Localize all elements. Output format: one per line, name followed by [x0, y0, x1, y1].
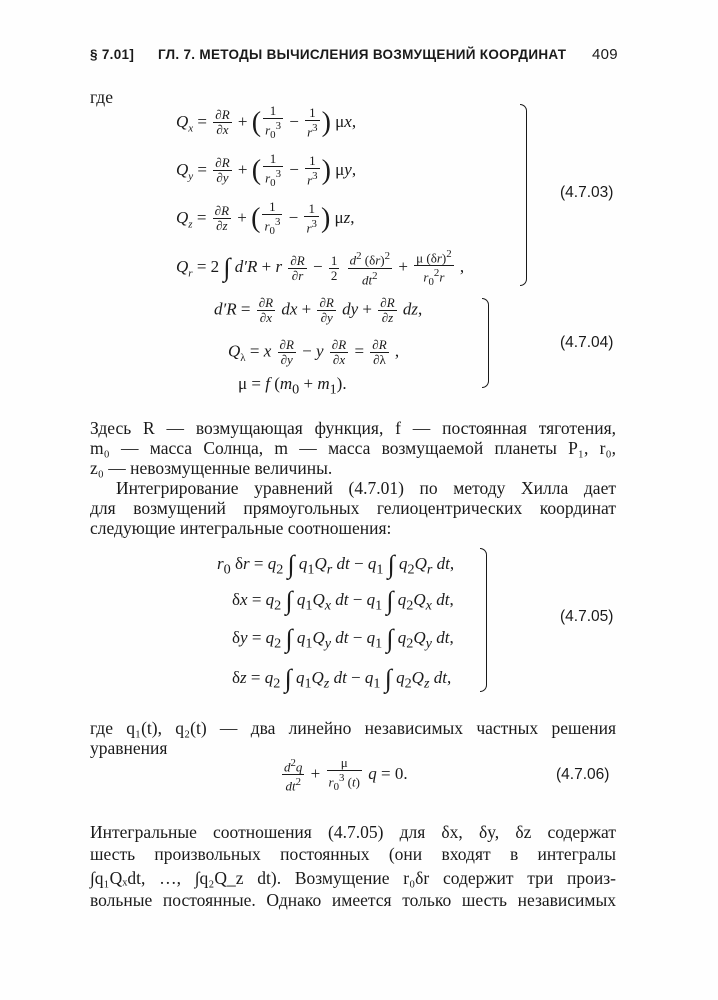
- equation-r0-dr: $r_0$ $\delta r = q_2$ ∫ $q_1Q_r$ dt − $q_1$ ∫ $q_2Q_r$ dt,: [217, 550, 455, 579]
- paragraph-line: ∫q₁Qₓdt, …, ∫q₂Q_z dt). Возмущение r₀δr содержит три произ-: [90, 868, 616, 888]
- paragraph-line: Интегрирование уравнений (4.7.01) по методу Хилла дает: [116, 478, 616, 498]
- equation-number-4-7-03: (4.7.03): [560, 184, 614, 201]
- brace-4-7-04: [482, 298, 489, 388]
- equation-number-4-7-06: (4.7.06): [556, 766, 610, 783]
- where-label: где: [90, 87, 113, 107]
- section-ref: § 7.01]: [90, 47, 135, 62]
- equation-Qr: $Q_r = 2$ ∫ d′R + r $\frac{\partial R}{\partial r}$ − $\frac{1}{2}$ $\frac{d^2 (\delta r)^2}{dt^2}$ + $\frac{\mu (\delta r)^2}{r_0^2r}$ ,: [176, 248, 465, 289]
- paragraph-line: z₀ — невозмущенные величины.: [90, 458, 333, 478]
- equation-mu: μ = f $(m_0 + m_1)$.: [238, 374, 347, 398]
- page-header-title: ГЛ. 7. МЕТОДЫ ВЫЧИСЛЕНИЯ ВОЗМУЩЕНИЙ КООРДИНАТ: [158, 47, 567, 62]
- equation-number-4-7-05: (4.7.05): [560, 608, 614, 625]
- paragraph-line: шесть произвольных постоянных (они входят в интегралы: [90, 844, 616, 864]
- equation-dx: $\delta x = q_2$ ∫ $q_1Q_x$ dt − $q_1$ ∫ $q_2Q_x$ dt,: [232, 586, 454, 615]
- brace-4-7-05: [480, 548, 487, 692]
- paragraph-line: где q₁(t), q₂(t) — два линейно независимых частных решения: [90, 718, 616, 738]
- paragraph-line: Интегральные соотношения (4.7.05) для δx, δy, δz содержат: [90, 822, 616, 842]
- equation-dR: d′R = $\frac{\partial R}{\partial x}$ dx + $\frac{\partial R}{\partial y}$ dy + $\frac{\partial R}{\partial z}$ dz,: [214, 295, 423, 325]
- equation-dz: $\delta z = q_2$ ∫ $q_1Q_z$ dt − $q_1$ ∫ $q_2Q_z$ dt,: [232, 664, 452, 693]
- equation-dy: $\delta y = q_2$ ∫ $q_1Q_y$ dt − $q_1$ ∫ $q_2Q_y$ dt,: [232, 624, 454, 653]
- paragraph-line: следующие интегральные соотношения:: [90, 518, 392, 538]
- equation-Qlambda: $Q_\lambda = x$ $\frac{\partial R}{\partial y}$ − y $\frac{\partial R}{\partial x}$ = $\frac{\partial R}{\partial\lambda}$ ,: [228, 337, 400, 367]
- paragraph-line: для возмущений прямоугольных гелиоцентрических координат: [90, 498, 616, 518]
- page-number: 409: [592, 46, 618, 63]
- equation-number-4-7-04: (4.7.04): [560, 334, 614, 351]
- equation-Qx: $Q_x$ = $\frac{\partial R}{\partial x}$ + ( $\frac{1}{r_0^3}$ − $\frac{1}{r^3}$ ) μx,: [176, 103, 357, 141]
- equation-hill: $\frac{d^2q}{dt^2}$ + $\frac{\mu}{r_0^3 (t)}$ q = 0.: [284, 755, 408, 794]
- paragraph-line: Здесь R — возмущающая функция, f — постоянная тяготения,: [90, 418, 616, 438]
- paragraph-line: m₀ — масса Солнца, m — масса возмущаемой планеты P₁, r₀,: [90, 438, 616, 458]
- equation-Qy: $Q_y$ = $\frac{\partial R}{\partial y}$ + ( $\frac{1}{r_0^3}$ − $\frac{1}{r^3}$ ) μy,: [176, 151, 357, 189]
- brace-4-7-03: [520, 104, 527, 286]
- equation-Qz: $Q_z$ = $\frac{\partial R}{\partial z}$ + ( $\frac{1}{r_0^3}$ − $\frac{1}{r^3}$ ) μz,: [176, 199, 355, 237]
- paragraph-line: уравнения: [90, 738, 168, 758]
- paragraph-line: вольные постоянные. Однако имеется только шесть независимых: [90, 890, 616, 910]
